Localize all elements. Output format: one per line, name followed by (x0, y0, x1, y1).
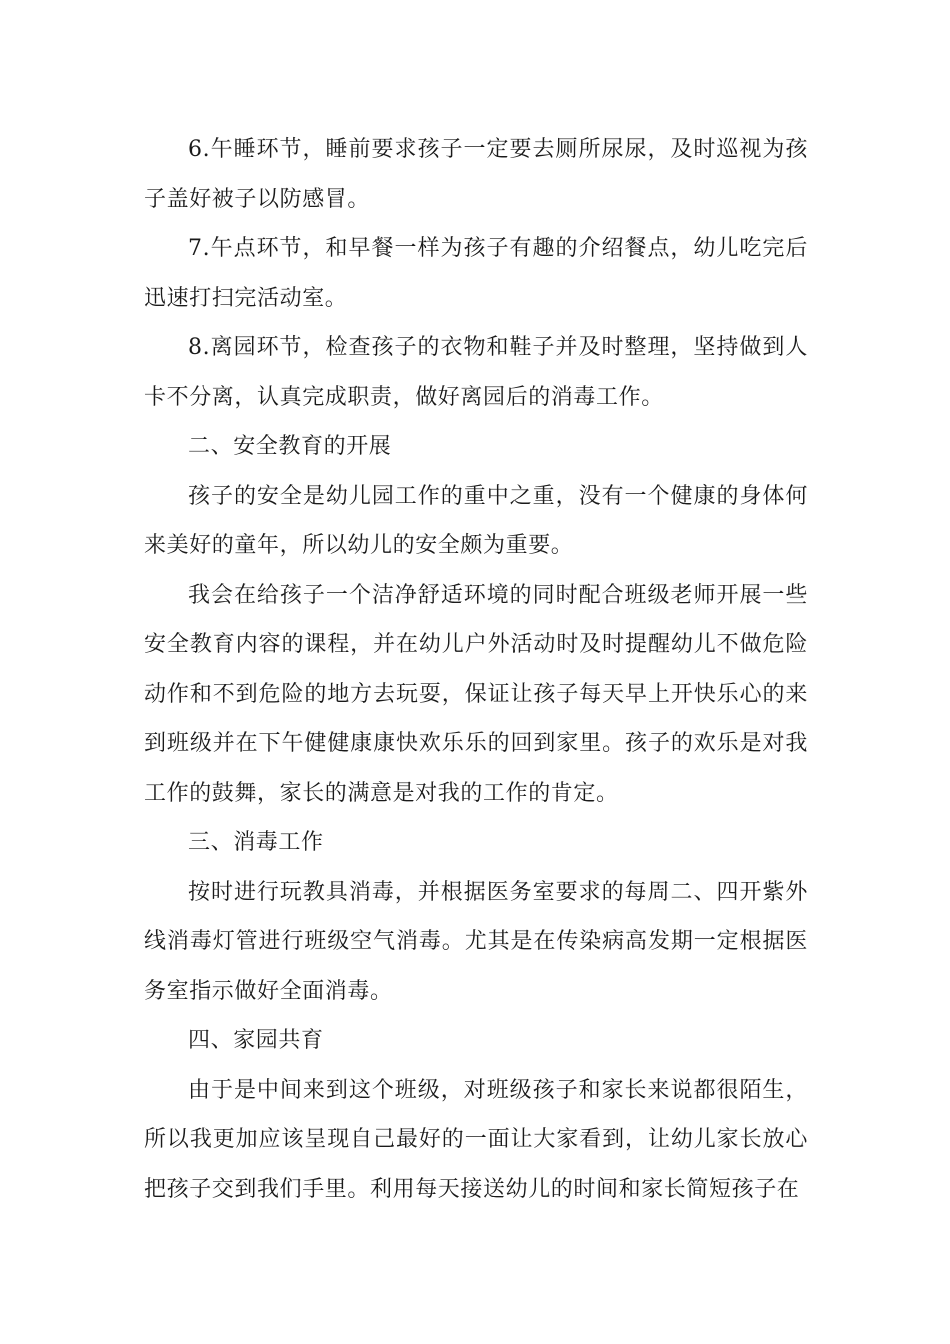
section-heading-safety: 二、安全教育的开展 (188, 434, 392, 459)
paragraph-safety-education: 我会在给孩子一个洁净舒适环境的同时配合班级老师开展一些安全教育内容的课程，并在幼儿户外活动时及时提醒幼儿不做危险动作和不到危险的地方去玩耍，保证让孩子每天早上开快乐心的来到班级并在下午健健康康快欢乐乐的回到家里。孩子的欢乐是对我工作的鼓舞，家长的满意是对我的工作的肯定。 (144, 582, 808, 806)
paragraph-snack: 7.午点环节，和早餐一样为孩子有趣的介绍餐点，幼儿吃完后迅速打扫完活动室。 (144, 236, 808, 311)
paragraph-departure: 8.离园环节，检查孩子的衣物和鞋子并及时整理，坚持做到人卡不分离，认真完成职责，做好离园后的消毒工作。 (144, 335, 808, 410)
paragraph-disinfection: 按时进行玩教具消毒，并根据医务室要求的每周二、四开紫外线消毒灯管进行班级空气消毒。尤其是在传染病高发期一定根据医务室指示做好全面消毒。 (144, 879, 808, 1004)
paragraph-safety-importance: 孩子的安全是幼儿园工作的重中之重，没有一个健康的身体何来美好的童年，所以幼儿的安全颇为重要。 (144, 483, 808, 558)
section-heading-home-school: 四、家园共育 (188, 1028, 324, 1053)
paragraph-home-school: 由于是中间来到这个班级，对班级孩子和家长来说都很陌生，所以我更加应该呈现自己最好的一面让大家看到，让幼儿家长放心把孩子交到我们手里。利用每天接送幼儿的时间和家长简短孩子在 (144, 1077, 808, 1202)
section-heading-disinfection: 三、消毒工作 (188, 830, 324, 855)
paragraph-nap: 6.午睡环节，睡前要求孩子一定要去厕所尿尿，及时巡视为孩子盖好被子以防感冒。 (144, 137, 808, 212)
document-body (144, 125, 808, 1214)
